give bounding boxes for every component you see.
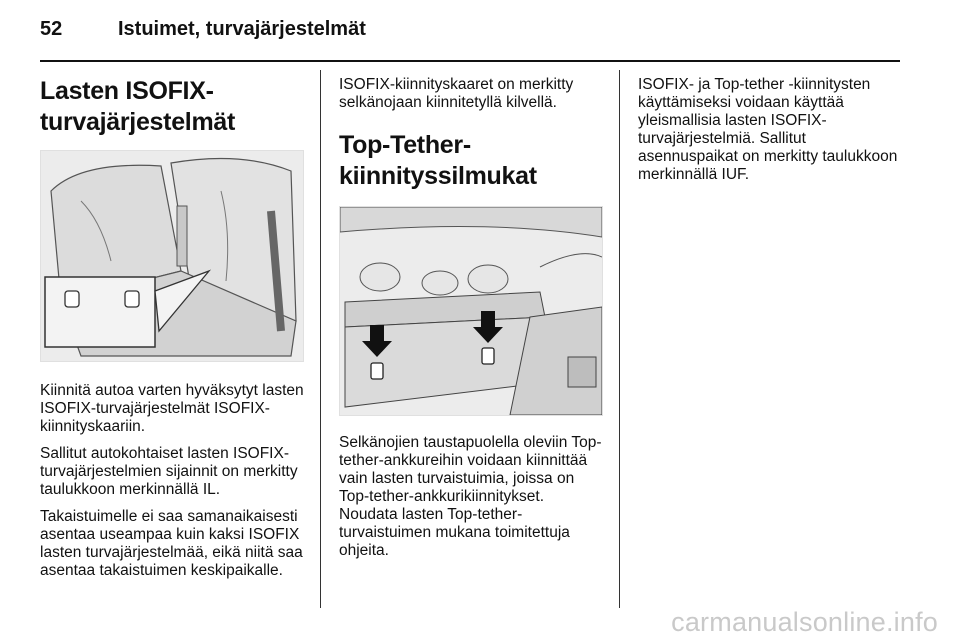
isofix-seat-illustration (40, 150, 304, 362)
paragraph-max-two-systems: Takaistuimelle ei saa samanaikaisesti asentaa useampaa kuin kaksi ISOFIX lasten turvajärjestelmää, eikä niitä saa asentaa takaistuimen keskipaikalle. (40, 508, 303, 579)
page-number: 52 (40, 18, 63, 40)
paragraph-allowed-positions: Sallitut autokohtaiset lasten ISOFIX-turvajärjestelmien sijainnit on merkitty taulukkoon merkinnällä IL. (40, 445, 298, 498)
watermark-brand: carmanualsonline.info (671, 607, 938, 637)
paragraph-isofix-label: ISOFIX-kiinnityskaaret on merkitty selkänojaan kiinnitetyllä kilvellä. (339, 76, 574, 111)
column-1 (40, 76, 306, 589)
section-heading-isofix: Lasten ISOFIX- turvajärjestelmät (40, 77, 235, 136)
column-divider-1 (320, 70, 321, 608)
paragraph-universal-systems: ISOFIX- ja Top-tether -kiinnitysten käyttämiseksi voidaan käyttää yleismallisia lasten ISOFIX-turvajärjestelmiä. Sallitut asennuspaikat on merkitty taulukkoon merkinnällä IUF. (638, 76, 898, 183)
column-2 (339, 76, 604, 569)
top-tether-trunk-illustration (339, 206, 603, 416)
header-rule (40, 60, 900, 62)
paragraph-top-tether-anchors: Selkänojien taustapuolella oleviin Top-tether-ankkureihin voidaan kiinnittää vain lasten turvaistuimia, joissa on Top-tether-ankkurikiinnitykset. Noudata lasten Top-tether-turvaistuimen mukana toimitettuja ohjeita. (339, 434, 602, 559)
paragraph-approved-systems: Kiinnitä autoa varten hyväksytyt lasten ISOFIX-turvajärjestelmät ISOFIX-kiinnityskaariin. (40, 382, 304, 435)
running-title: Istuimet, turvajärjestelmät (118, 18, 366, 40)
column-divider-2 (619, 70, 620, 608)
section-heading-top-tether: Top-Tether- kiinnityssilmukat (339, 131, 537, 190)
column-3 (638, 76, 903, 193)
